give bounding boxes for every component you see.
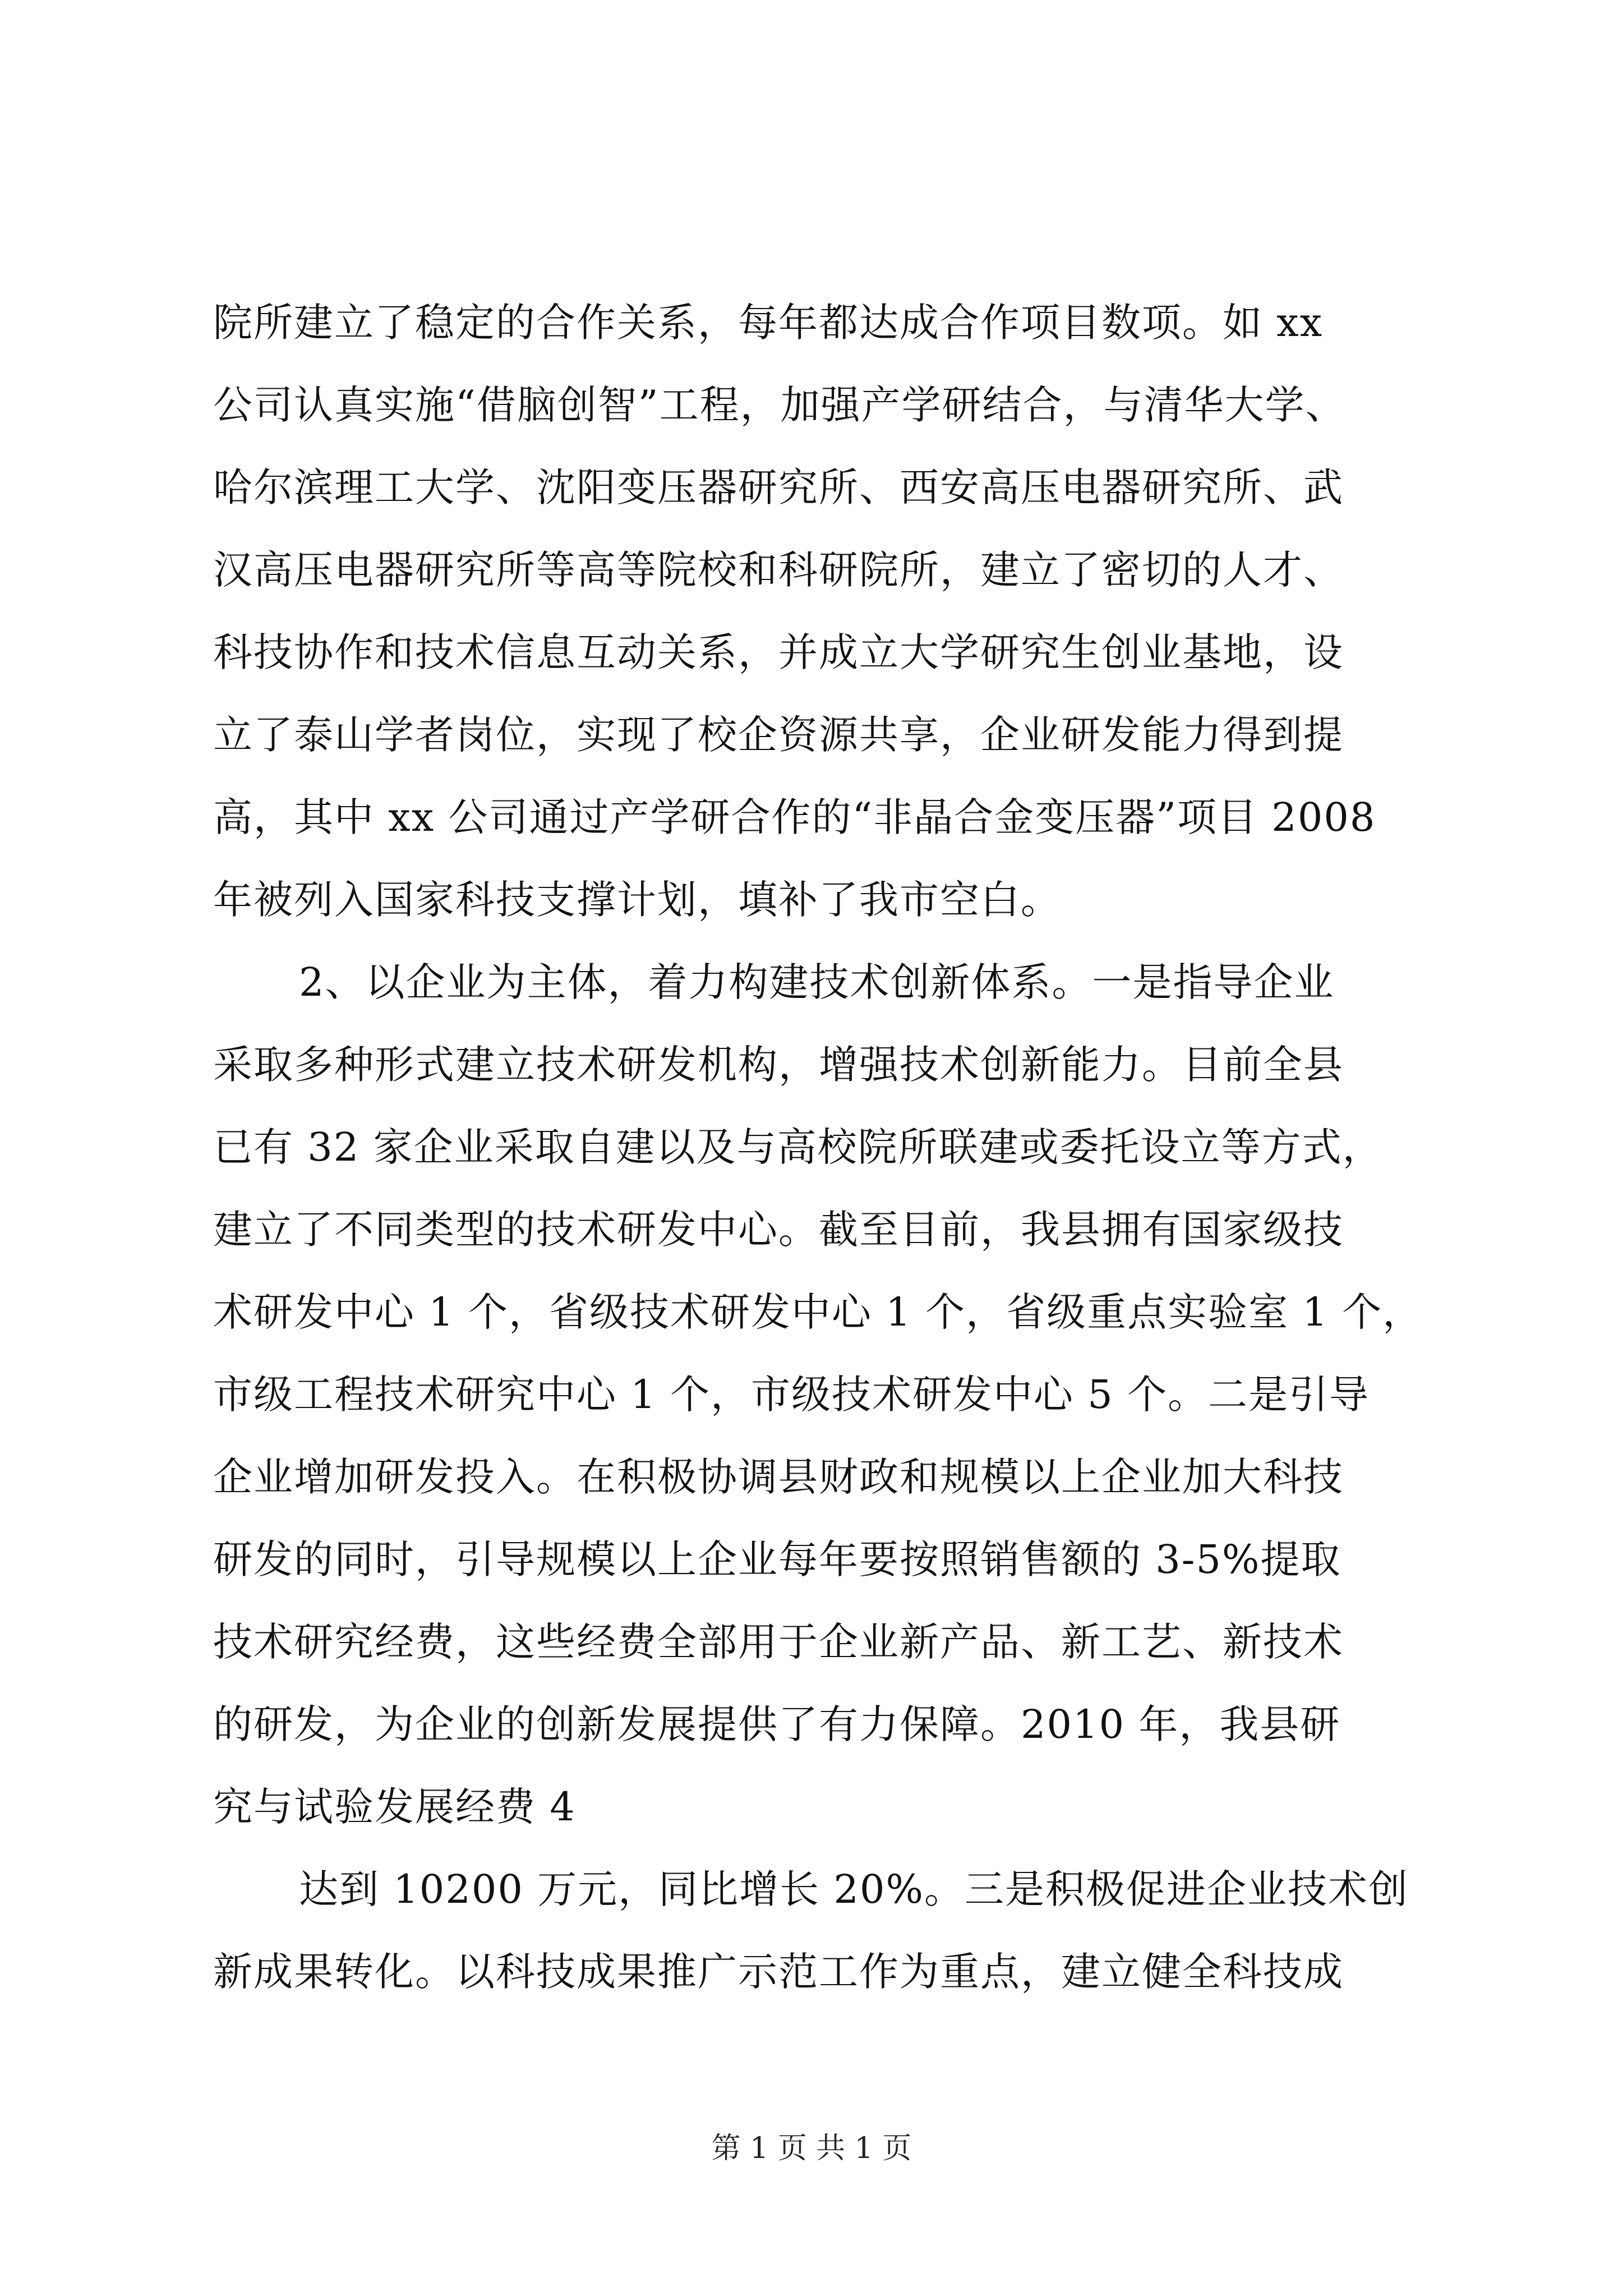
text-line: 新成果转化。以科技成果推广示范工作为重点，建立健全科技成 xyxy=(213,1949,1344,1995)
page-number-footer: 第 1 页 共 1 页 xyxy=(711,2132,912,2165)
text-line: 立了泰山学者岗位，实现了校企资源共享，企业研发能力得到提 xyxy=(213,712,1344,758)
text-line: 的研发，为企业的创新发展提供了有力保障。2010 年，我县研 xyxy=(213,1701,1341,1747)
text-line: 公司认真实施“借脑创智”工程，加强产学研结合，与清华大学、 xyxy=(213,382,1346,428)
text-line: 采取多种形式建立技术研发机构，增强技术创新能力。目前全县 xyxy=(213,1042,1344,1088)
text-line: 汉高压电器研究所等高等院校和科研院所，建立了密切的人才、 xyxy=(213,547,1344,593)
text-line: 企业增加研发投入。在积极协调县财政和规模以上企业加大科技 xyxy=(213,1454,1344,1500)
text-line: 哈尔滨理工大学、沈阳变压器研究所、西安高压电器研究所、武 xyxy=(213,464,1344,510)
text-line: 研发的同时，引导规模以上企业每年要按照销售额的 3-5%提取 xyxy=(213,1536,1341,1582)
text-line: 技术研究经费，这些经费全部用于企业新产品、新工艺、新技术 xyxy=(213,1619,1344,1665)
text-line: 院所建立了稳定的合作关系，每年都达成合作项目数项。如 xx xyxy=(213,300,1324,346)
paragraph-first-line: 2、以企业为主体，着力构建技术创新体系。一是指导企业 xyxy=(299,959,1335,1005)
text-line: 市级工程技术研究中心 1 个，市级技术研发中心 5 个。二是引导 xyxy=(213,1372,1370,1418)
text-line: 术研发中心 1 个，省级技术研发中心 1 个，省级重点实验室 1 个， xyxy=(213,1289,1423,1335)
text-line: 已有 32 家企业采取自建以及与高校院所联建或委托设立等方式， xyxy=(213,1124,1383,1170)
text-line: 科技协作和技术信息互动关系，并成立大学研究生创业基地，设 xyxy=(213,629,1344,675)
text-line: 究与试验发展经费 4 xyxy=(213,1784,576,1830)
text-line: 高，其中 xx 公司通过产学研合作的“非晶合金变压器”项目 2008 xyxy=(213,794,1376,840)
text-line: 建立了不同类型的技术研发中心。截至目前，我县拥有国家级技 xyxy=(213,1207,1344,1253)
text-line: 年被列入国家科技支撑计划，填补了我市空白。 xyxy=(213,877,1061,923)
paragraph-first-line: 达到 10200 万元，同比增长 20%。三是积极促进企业技术创 xyxy=(299,1866,1409,1912)
